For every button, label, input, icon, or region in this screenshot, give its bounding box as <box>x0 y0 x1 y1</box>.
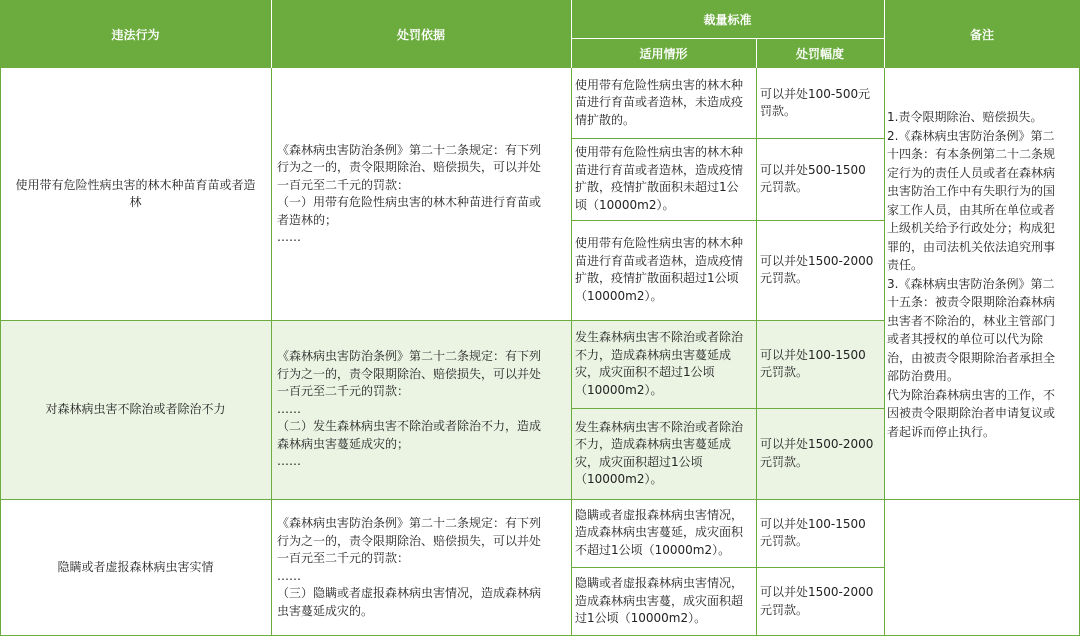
header-violation: 违法行为 <box>0 0 271 68</box>
situation-cell-1-2 <box>571 138 756 220</box>
range-line: 可以并处100-1500 <box>760 516 866 531</box>
remark-line: 家工作人员，由其所在单位或者 <box>887 202 1056 217</box>
range-line: 可以并处1500-2000 <box>760 253 874 268</box>
range-line: 元罚款。 <box>760 271 809 285</box>
basis-line: 虫害蔓延成灾的。 <box>277 603 374 618</box>
header-range: 处罚幅度 <box>756 38 884 68</box>
situation-line: （10000m2）。 <box>575 382 663 397</box>
situation-line: 隐瞒或者虚报森林病虫害情况， <box>575 576 744 591</box>
remark-line: 因被责令限期除治者申请复议或 <box>887 406 1056 420</box>
situation-line: 发生森林病虫害不除治或者除治 <box>575 330 744 344</box>
violation-cell-3 <box>0 499 271 636</box>
violation-cell-1 <box>0 68 271 320</box>
range-cell-2-2 <box>756 408 884 499</box>
remark-line: 虫害防治工作中有失职行为的国 <box>887 184 1056 198</box>
basis-line: 一百元至二千元的罚款： <box>277 551 410 565</box>
range-line: 元罚款。 <box>760 365 809 379</box>
header-basis: 处罚依据 <box>271 0 571 68</box>
basis-line: …… <box>277 230 301 244</box>
situation-line: 情扩散的。 <box>575 112 636 127</box>
remark-line: 或者其授权的单位可以代为除 <box>887 332 1044 346</box>
violation-text: 对森林病虫害不除治或者除治不力 <box>45 401 226 416</box>
situation-line: 使用带有危险性病虫害的林木种 <box>575 236 744 250</box>
basis-line: 一百元至二千元的罚款： <box>277 384 410 399</box>
header-standard: 裁量标准 <box>571 0 884 38</box>
situation-line: 发生森林病虫害不除治或者除治 <box>575 419 744 434</box>
violation-text: 隐瞒或者虚报森林病虫害实情 <box>57 559 214 574</box>
situation-line: 灾，成灾面积超过1公顷 <box>575 454 703 469</box>
basis-line: …… <box>277 568 301 583</box>
situation-line: 隐瞒或者虚报森林病虫害情况， <box>575 507 744 522</box>
remark-line: 3.《森林病虫害防治条例》第二 <box>887 276 1055 291</box>
remark-line: 上级机关给予行政处分；构成犯 <box>887 221 1056 235</box>
situation-line: 苗进行育苗或者造林，造成疫情 <box>575 253 744 268</box>
situation-line: 扩散，疫情扩散面积未超过1公 <box>575 180 739 194</box>
remark-line: 十五条：被责令限期除治森林病 <box>887 295 1056 309</box>
basis-line: 一百元至二千元的罚款： <box>277 177 410 192</box>
range-line: 罚款。 <box>760 104 797 118</box>
range-line: 元罚款。 <box>760 534 809 548</box>
situation-cell-3-2 <box>571 567 756 636</box>
remark-line: 者起诉而停止执行。 <box>887 424 996 439</box>
situation-line: 过1公顷（10000m2）。 <box>575 611 707 626</box>
remark-line: 代为除治森林病虫害的工作，不 <box>887 387 1056 402</box>
header-situation: 适用情形 <box>571 38 756 68</box>
range-line: 元罚款。 <box>760 454 809 469</box>
remark-line: 定行为的责任人员或者在森林病 <box>887 165 1056 180</box>
basis-cell-1 <box>271 68 571 320</box>
range-cell-1-1 <box>756 68 884 138</box>
range-cell-2-1 <box>756 320 884 408</box>
basis-line: 《森林病虫害防治条例》第二十二条规定：有下列 <box>277 516 542 530</box>
situation-line: 灾，成灾面积不超过1公顷 <box>575 365 715 379</box>
remark-line: 十四条：有本条例第二十二条规 <box>887 147 1056 161</box>
violation-cell-2 <box>0 320 271 499</box>
situation-line: 使用带有危险性病虫害的林木种 <box>575 145 744 159</box>
situation-line: 造成森林病虫害蔓延，成灾面积 <box>575 525 744 540</box>
violation-text: 林 <box>129 195 142 209</box>
remark-line: 2.《森林病虫害防治条例》第二 <box>887 128 1055 143</box>
range-cell-3-1 <box>756 499 884 567</box>
basis-line: 行为之一的，责令限期除治、赔偿损失，可以并处 <box>277 533 542 548</box>
situation-line: 顷（10000m2）。 <box>575 197 675 212</box>
basis-cell-2 <box>271 320 571 499</box>
basis-line: （二）发生森林病虫害不除治或者除治不力，造成 <box>277 419 542 434</box>
violation-text: 使用带有危险性病虫害的林木种苗育苗或者造 <box>15 177 256 192</box>
range-line: 元罚款。 <box>760 602 809 617</box>
situation-line: 不力，造成森林病虫害蔓延成 <box>575 437 732 451</box>
basis-line: 《森林病虫害防治条例》第二十二条规定：有下列 <box>277 142 542 157</box>
situation-line: 苗进行育苗或者造林，造成疫情 <box>575 162 744 177</box>
range-cell-1-3 <box>756 220 884 320</box>
remark-line: 治，由被责令限期除治者承担全 <box>887 350 1056 365</box>
remark-line: 部防治费用。 <box>887 369 960 383</box>
range-line: 可以并处100-1500 <box>760 347 866 362</box>
range-line: 可以并处500-1500 <box>760 162 866 177</box>
range-line: 可以并处1500-2000 <box>760 585 874 599</box>
basis-cell-3 <box>271 499 571 636</box>
range-cell-1-2 <box>756 138 884 220</box>
situation-line: 使用带有危险性病虫害的林木种 <box>575 77 744 92</box>
situation-cell-2-1 <box>571 320 756 408</box>
basis-line: （三）隐瞒或者虚报森林病虫害情况，造成森林病 <box>277 586 542 600</box>
situation-cell-2-2 <box>571 408 756 499</box>
situation-line: 苗进行育苗或者造林，未造成疫 <box>575 95 744 110</box>
header-remarks: 备注 <box>884 0 1080 68</box>
basis-line: 森林病虫害蔓延成灾的； <box>277 436 410 451</box>
range-line: 元罚款。 <box>760 180 809 194</box>
situation-line: （10000m2）。 <box>575 288 663 303</box>
situation-line: （10000m2）。 <box>575 472 663 486</box>
basis-line: 行为之一的，责令限期除治、赔偿损失，可以并处 <box>277 366 542 381</box>
situation-line: 不力，造成森林病虫害蔓延成 <box>575 347 732 362</box>
basis-line: …… <box>277 401 301 416</box>
situation-line: 造成森林病虫害蔓，成灾面积超 <box>575 593 744 608</box>
basis-line: （一）用带有危险性病虫害的林木种苗进行育苗或 <box>277 195 542 209</box>
situation-line: 扩散，疫情扩散面积超过1公顷 <box>575 271 739 285</box>
remarks-cell <box>884 108 1080 468</box>
remark-line: 1.责令限期除治、赔偿损失。 <box>887 110 1043 124</box>
situation-cell-3-1 <box>571 499 756 567</box>
basis-line: 《森林病虫害防治条例》第二十二条规定：有下列 <box>277 349 542 364</box>
basis-line: …… <box>277 454 301 469</box>
remark-line: 虫害者不除治的，林业主管部门 <box>887 313 1056 328</box>
range-line: 可以并处1500-2000 <box>760 437 874 451</box>
situation-cell-1-1 <box>571 68 756 138</box>
range-line: 可以并处100-500元 <box>760 86 871 101</box>
situation-line: 不超过1公顷（10000m2）。 <box>575 542 731 557</box>
basis-line: 者造林的； <box>277 212 338 227</box>
remark-line: 罪的，由司法机关依法追究刑事 <box>887 239 1056 254</box>
basis-line: 行为之一的，责令限期除治、赔偿损失，可以并处 <box>277 160 542 174</box>
situation-cell-1-3 <box>571 220 756 320</box>
range-cell-3-2 <box>756 567 884 636</box>
remark-line: 责任。 <box>887 258 924 272</box>
